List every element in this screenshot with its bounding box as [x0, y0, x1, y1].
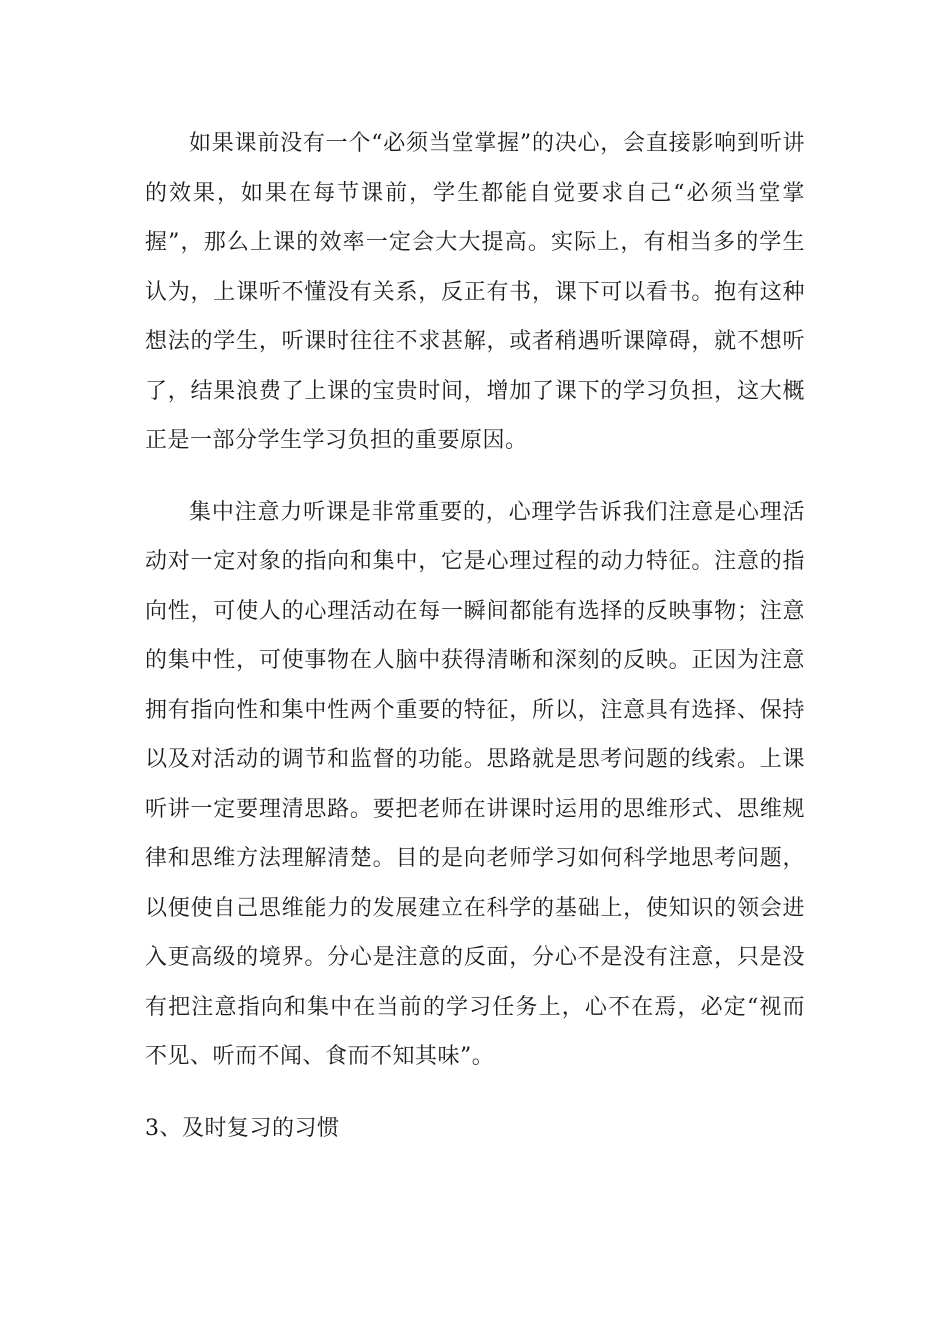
document-body [145, 119, 805, 1153]
section-heading: 3、及时复习的习惯 [145, 1115, 340, 1141]
paragraph-1: 如果课前没有一个“必须当堂掌握”的决心，会直接影响到听讲的效果，如果在每节课前，学生都能自觉要求自己“必须当堂掌握”，那么上课的效率一定会大大提高。实际上，有相当多的学生认为，上课听不懂没有关系，反正有书，课下可以看书。抱有这种想法的学生，听课时往往不求甚解，或者稍遇听课障碍，就不想听了，结果浪费了上课的宝贵时间，增加了课下的学习负担，这大概正是一部分学生学习负担的重要原因。 [145, 131, 805, 453]
paragraph-2: 集中注意力听课是非常重要的，心理学告诉我们注意是心理活动对一定对象的指向和集中，它是心理过程的动力特征。注意的指向性，可使人的心理活动在每一瞬间都能有选择的反映事物；注意的集中性，可使事物在人脑中获得清晰和深刻的反映。正因为注意拥有指向性和集中性两个重要的特征，所以，注意具有选择、保持以及对活动的调节和监督的功能。思路就是思考问题的线索。上课听讲一定要理清思路。要把老师在讲课时运用的思维形式、思维规律和思维方法理解清楚。目的是向老师学习如何科学地思考问题，以便使自己思维能力的发展建立在科学的基础上，使知识的领会进入更高级的境界。分心是注意的反面，分心不是没有注意，只是没有把注意指向和集中在当前的学习任务上，心不在焉，必定“视而不见、听而不闻、食而不知其味”。 [145, 499, 805, 1069]
